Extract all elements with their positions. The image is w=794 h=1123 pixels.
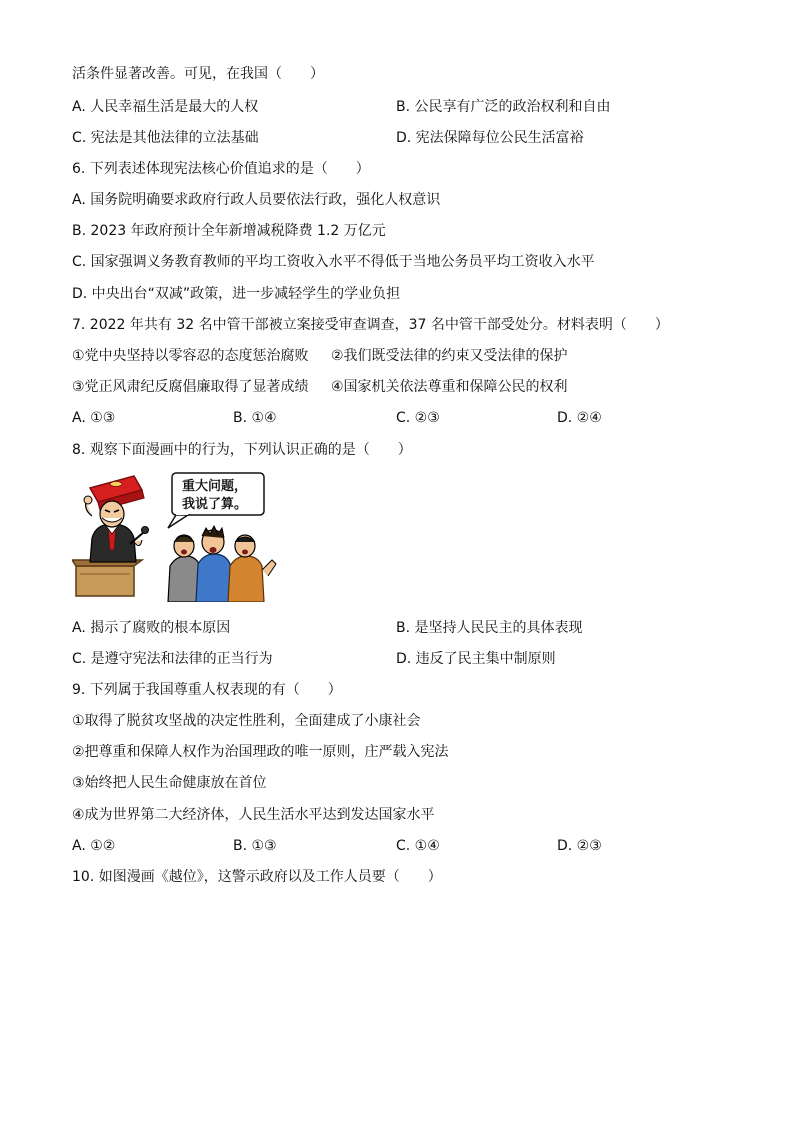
q5-option-c: C. 宪法是其他法律的立法基础: [72, 130, 259, 146]
q10-stem: 10. 如图漫画《越位》，这警示政府以及工作人员要（ ）: [72, 869, 442, 885]
q7-option-c: C. ②③: [396, 410, 440, 426]
q6-stem: 6. 下列表述体现宪法核心价值追求的是（ ）: [72, 161, 370, 177]
q6-option-c: C. 国家强调义务教育教师的平均工资收入水平不得低于当地公务员平均工资收入水平: [72, 254, 595, 270]
q7-option-a: A. ①③: [72, 410, 116, 426]
q7-option-b: B. ①④: [233, 410, 277, 426]
q7-stem: 7. 2022 年共有 32 名中管干部被立案接受审查调查，37 名中管干部受处分。材料表明（ ）: [72, 317, 669, 333]
q7-statement-3: ③党正风肃纪反腐倡廉取得了显著成绩: [72, 379, 309, 395]
q7-option-d: D. ②④: [557, 410, 602, 426]
q6-option-a: A. 国务院明确要求政府行政人员要依法行政，强化人权意识: [72, 192, 441, 208]
q8-stem: 8. 观察下面漫画中的行为，下列认识正确的是（ ）: [72, 442, 412, 458]
q9-statement-4: ④成为世界第二大经济体，人民生活水平达到发达国家水平: [72, 807, 435, 823]
q8-option-d: D. 违反了民主集中制原则: [396, 651, 556, 667]
bubble-line-2: 我说了算。: [182, 497, 248, 512]
q9-option-b: B. ①③: [233, 838, 277, 854]
q8-option-a: A. 揭示了腐败的根本原因: [72, 620, 231, 636]
podium: [72, 560, 142, 596]
q5-option-d: D. 宪法保障每位公民生活富裕: [396, 130, 584, 146]
q7-statement-1: ①党中央坚持以零容忍的态度惩治腐败: [72, 348, 309, 364]
bubble-line-1: 重大问题，: [182, 479, 248, 494]
q8-option-b: B. 是坚持人民民主的具体表现: [396, 620, 583, 636]
q6-option-b: B. 2023 年政府预计全年新增减税降费 1.2 万亿元: [72, 223, 386, 239]
q9-statement-3: ③始终把人民生命健康放在首位: [72, 775, 267, 791]
q9-option-a: A. ①②: [72, 838, 116, 854]
comic-illustration: [72, 470, 278, 602]
q9-stem: 9. 下列属于我国尊重人权表现的有（ ）: [72, 682, 342, 698]
q6-option-d: D. 中央出台“双减”政策，进一步减轻学生的学业负担: [72, 286, 401, 302]
q5-option-a: A. 人民幸福生活是最大的人权: [72, 99, 259, 115]
q7-statement-2: ②我们既受法律的约束又受法律的保护: [331, 348, 568, 364]
crowd: [168, 526, 276, 602]
intro-line: 活条件显著改善。可见，在我国（ ）: [72, 66, 324, 82]
q9-option-d: D. ②③: [557, 838, 602, 854]
q7-statement-4: ④国家机关依法尊重和保障公民的权利: [331, 379, 568, 395]
q9-option-c: C. ①④: [396, 838, 440, 854]
q9-statement-1: ①取得了脱贫攻坚战的决定性胜利，全面建成了小康社会: [72, 713, 421, 729]
official-figure: [84, 496, 149, 562]
speech-bubble: [168, 473, 264, 528]
q8-option-c: C. 是遵守宪法和法律的正当行为: [72, 651, 273, 667]
q5-option-b: B. 公民享有广泛的政治权利和自由: [396, 99, 611, 115]
q9-statement-2: ②把尊重和保障人权作为治国理政的唯一原则，庄严载入宪法: [72, 744, 449, 760]
